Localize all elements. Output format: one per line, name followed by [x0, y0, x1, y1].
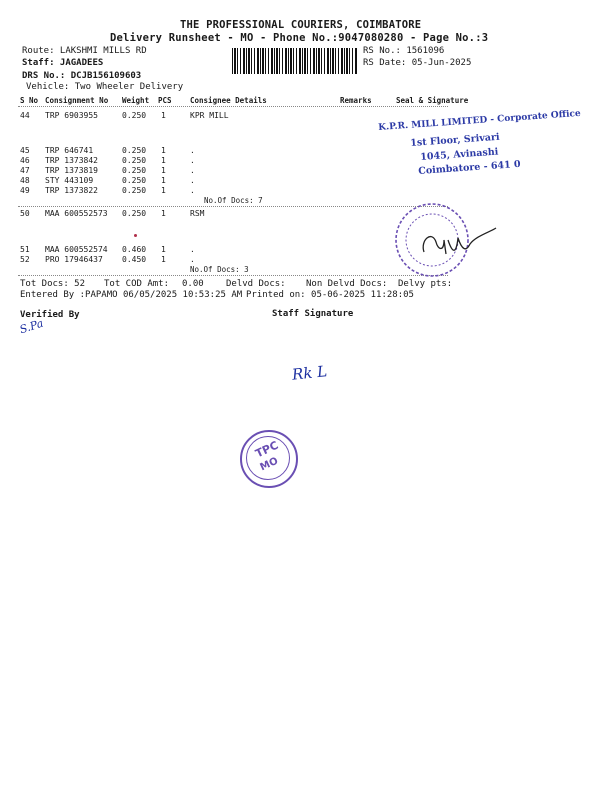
cell-consignee: . [190, 255, 195, 264]
col-seal: Seal & Signature [396, 96, 469, 105]
table-row [0, 186, 600, 196]
col-remarks: Remarks [340, 96, 372, 105]
drs-label: DRS No.: DCJB156109603 [22, 71, 142, 81]
totals-rule [18, 275, 448, 276]
cell-pcs: 1 [161, 146, 166, 155]
cell-pcs: 1 [161, 209, 166, 218]
col-weight: Weight [122, 96, 150, 105]
table-row [0, 209, 600, 219]
printed-on: Printed on: 05-06-2025 11:28:05 [246, 290, 414, 300]
route-label: Route: LAKSHMI MILLS RD [22, 46, 147, 56]
cell-pcs: 1 [161, 156, 166, 165]
table-row [0, 245, 600, 255]
cell-consignment: PRO 17946437 [45, 255, 103, 264]
table-row [0, 255, 600, 265]
cell-sno: 46 [20, 156, 30, 165]
cell-consignee: . [190, 146, 195, 155]
cell-weight: 0.250 [122, 166, 147, 175]
cell-pcs: 1 [161, 176, 166, 185]
kpr-stamp-line2: 1st Floor, Srivari [410, 131, 500, 149]
cell-sno: 50 [20, 209, 30, 218]
col-consignee: Consignee Details [190, 96, 267, 105]
cell-consignment: TRP 1373822 [45, 186, 98, 195]
runsheet-subtitle: Delivery Runsheet - MO - Phone No.:9047080280 - Page No.:3 [110, 32, 489, 44]
kpr-stamp-line4: Coimbatore - 641 0 [418, 158, 521, 177]
vehicle-label: Vehicle: Two Wheeler Delivery [26, 82, 184, 92]
cell-consignee: RSM [190, 209, 205, 218]
cell-consignment: STY 443109 [45, 176, 94, 185]
cell-consignee: . [190, 156, 195, 165]
ink-dot [134, 234, 137, 237]
cell-consignee: . [190, 186, 195, 195]
cell-weight: 0.250 [122, 146, 147, 155]
cell-weight: 0.250 [122, 176, 147, 185]
entered-by: Entered By :PAPAMO 06/05/2025 10:53:25 AM [20, 290, 243, 300]
tpc-stamp-icon [240, 430, 298, 488]
cell-sno: 52 [20, 255, 30, 264]
staff-signature-label: Staff Signature [272, 309, 354, 319]
table-row [0, 146, 600, 156]
group-doc-count: No.Of Docs: 3 [190, 265, 249, 274]
staff-signature-text: Rk L [291, 362, 328, 384]
cell-consignment: TRP 646741 [45, 146, 94, 155]
receiver-signature-icon [418, 222, 500, 262]
delivered-docs: Delvd Docs: [226, 279, 286, 289]
kpr-stamp-line1: K.P.R. MILL LIMITED - Corporate Office [378, 108, 582, 133]
group-rule [18, 206, 448, 207]
header-rule [18, 106, 448, 107]
group-doc-count: No.Of Docs: 7 [204, 196, 263, 205]
cell-consignment: MAA 600552573 [45, 209, 108, 218]
non-delivered-docs: Non Delvd Docs: [306, 279, 388, 289]
cell-sno: 45 [20, 146, 30, 155]
cell-consignment: MAA 600552574 [45, 245, 108, 254]
cell-weight: 0.450 [122, 255, 147, 264]
table-row [0, 176, 600, 186]
kpr-stamp-line3: 1045, Avinashi [420, 146, 499, 163]
company-title: THE PROFESSIONAL COURIERS, COIMBATORE [180, 19, 422, 31]
cell-consignee: KPR MILL [190, 111, 229, 120]
rs-date: RS Date: 05-Jun-2025 [363, 58, 472, 68]
rs-number: RS No.: 1561096 [363, 46, 445, 56]
delivery-points: Delvy pts: [398, 279, 453, 289]
cell-consignee: . [190, 176, 195, 185]
col-sno: S No [20, 96, 39, 105]
cell-weight: 0.250 [122, 186, 147, 195]
total-cod-value: 0.00 [182, 279, 204, 289]
cell-sno: 47 [20, 166, 30, 175]
cell-sno: 51 [20, 245, 30, 254]
cell-pcs: 1 [161, 255, 166, 264]
cell-weight: 0.460 [122, 245, 147, 254]
cell-pcs: 1 [161, 111, 166, 120]
cell-consignee: . [190, 245, 195, 254]
total-cod-label: Tot COD Amt: [104, 279, 170, 289]
staff-signature [291, 362, 328, 384]
verified-by-label: Verified By [20, 310, 80, 320]
total-docs: Tot Docs: 52 [20, 279, 86, 289]
cell-sno: 44 [20, 111, 30, 120]
cell-consignee: . [190, 166, 195, 175]
staff-label: Staff: JAGADEES [22, 58, 104, 68]
verified-signature-text: S.Pa [18, 316, 45, 337]
cell-sno: 49 [20, 186, 30, 195]
cell-pcs: 1 [161, 245, 166, 254]
cell-weight: 0.250 [122, 111, 147, 120]
cell-weight: 0.250 [122, 209, 147, 218]
barcode-image [232, 48, 357, 74]
col-pcs: PCS [158, 96, 172, 105]
cell-consignment: TRP 6903955 [45, 111, 98, 120]
cell-pcs: 1 [161, 166, 166, 175]
col-consignment: Consignment No [45, 96, 109, 105]
cell-weight: 0.250 [122, 156, 147, 165]
cell-sno: 48 [20, 176, 30, 185]
cell-consignment: TRP 1373842 [45, 156, 98, 165]
cell-consignment: TRP 1373819 [45, 166, 98, 175]
tpc-stamp-top: TPC [253, 438, 281, 461]
cell-pcs: 1 [161, 186, 166, 195]
tpc-stamp-bottom: MO [258, 455, 280, 474]
